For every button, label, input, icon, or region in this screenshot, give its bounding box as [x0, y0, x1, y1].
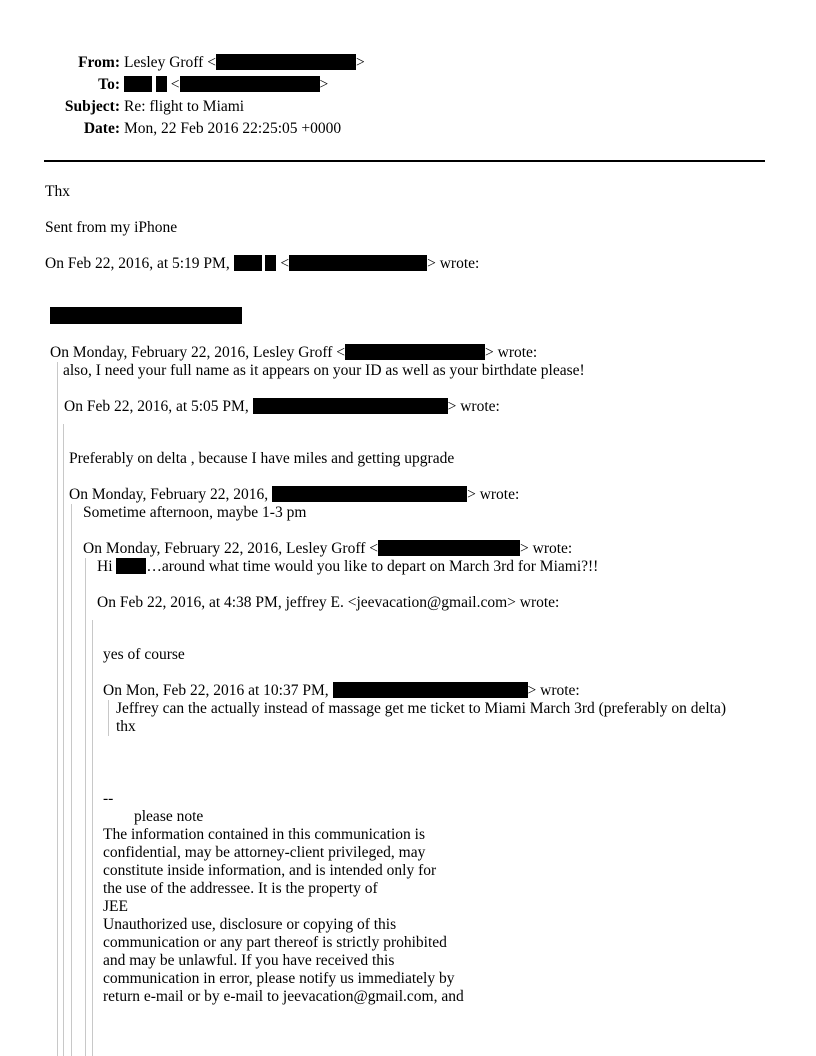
redacted-block: [50, 307, 242, 324]
redaction: [289, 255, 427, 271]
wrote-text: wrote:: [497, 344, 538, 361]
jeffrey-can-text: Jeffrey can the actually instead of massage get me ticket to Miami March 3rd (preferably on delta): [116, 700, 727, 717]
please-note-text: please note: [134, 808, 204, 825]
redaction: [180, 76, 320, 92]
subject-value: Re: flight to Miami: [124, 98, 245, 115]
date-label: Date:: [83, 120, 120, 137]
quote-header-text: On Feb 22, 2016, at 5:05 PM,: [64, 398, 249, 415]
disclaimer-line: constitute inside information, and is intended only for: [103, 862, 437, 879]
redaction: [234, 255, 262, 271]
quote-header-monday: On Monday, February 22, 2016, > wrote:: [69, 486, 520, 503]
quote-header-text: On Monday, February 22, 2016, Lesley Groff: [83, 540, 366, 557]
quote-header-519: On Feb 22, 2016, at 5:19 PM, < > wrote:: [45, 255, 480, 272]
signature-dashes: --: [103, 790, 114, 807]
redaction: [265, 255, 276, 271]
reply-thx: Thx: [45, 183, 70, 200]
sent-from-iphone: Sent from my iPhone: [45, 219, 178, 236]
quote-bar-level-3: [71, 504, 72, 1056]
quote-bar-level-5: [92, 620, 93, 1056]
quote-header-lesley-1: On Monday, February 22, 2016, Lesley Groff < > wrote:: [50, 344, 538, 361]
disclaimer-line: JEE: [103, 898, 128, 915]
disclaimer-line: Unauthorized use, disclosure or copying of this: [103, 916, 397, 933]
quote-header-1037: On Mon, Feb 22, 2016 at 10:37 PM, > wrote:: [103, 682, 580, 699]
wrote-text: wrote:: [460, 398, 500, 415]
wrote-text: wrote:: [439, 255, 480, 272]
header-separator: [44, 160, 765, 162]
disclaimer-line: the use of the addressee. It is the property of: [103, 880, 378, 897]
quote-bar-level-2: [63, 424, 64, 1056]
date-value: Mon, 22 Feb 2016 22:25:05 +0000: [124, 120, 342, 137]
to-value: < >: [124, 76, 328, 94]
from-value: Lesley Groff < >: [124, 54, 365, 71]
quote-header-438: On Feb 22, 2016, at 4:38 PM, jeffrey E. <jeevacation@gmail.com> wrote:: [97, 594, 560, 611]
hi-around-time-text: [97, 558, 598, 576]
quote-header-text: On Monday, February 22, 2016,: [69, 486, 269, 503]
from-name: Lesley Groff: [124, 54, 204, 71]
wrote-text: wrote:: [540, 682, 580, 699]
thx-text: thx: [116, 718, 136, 735]
hi-text: Hi: [97, 558, 113, 575]
disclaimer-line: communication or any part thereof is strictly prohibited: [103, 934, 447, 951]
quote-header-text: On Monday, February 22, 2016, Lesley Groff: [50, 344, 333, 361]
quote-bar-level-1: [57, 362, 58, 1056]
preferably-delta-text: Preferably on delta , because I have miles and getting upgrade: [69, 450, 455, 467]
yes-of-course-text: yes of course: [103, 646, 185, 663]
redaction: [272, 486, 467, 502]
redaction: [378, 540, 520, 556]
redaction: [116, 558, 146, 574]
redaction: [216, 54, 356, 70]
to-label: To:: [98, 76, 120, 93]
quote-header-lesley-2: On Monday, February 22, 2016, Lesley Groff < > wrote:: [83, 540, 573, 557]
sometime-afternoon-text: Sometime afternoon, maybe 1-3 pm: [83, 504, 307, 521]
disclaimer-line: The information contained in this communication is: [103, 826, 425, 843]
subject-label: Subject:: [64, 98, 120, 115]
disclaimer-line: confidential, may be attorney-client privileged, may: [103, 844, 426, 861]
quote-bar-level-4: [85, 558, 86, 1056]
quote-header-text: On Mon, Feb 22, 2016 at 10:37 PM,: [103, 682, 329, 699]
redaction: [345, 344, 485, 360]
redaction: [253, 398, 448, 414]
disclaimer-line: return e-mail or by e-mail to jeevacation@gmail.com, and: [103, 988, 464, 1005]
around-time-text: …around what time would you like to depart on March 3rd for Miami?!!: [146, 558, 599, 575]
disclaimer-line: and may be unlawful. If you have received this: [103, 952, 395, 969]
also-need-text: also, I need your full name as it appears on your ID as well as your birthdate please!: [63, 362, 585, 379]
wrote-text: wrote:: [479, 486, 520, 503]
quote-header-505: On Feb 22, 2016, at 5:05 PM, > wrote:: [64, 398, 500, 415]
wrote-text: wrote:: [532, 540, 573, 557]
quote-header-text: On Feb 22, 2016, at 5:19 PM,: [45, 255, 230, 272]
disclaimer-line: communication in error, please notify us immediately by: [103, 970, 455, 987]
redaction: [333, 682, 528, 698]
from-label: From:: [78, 54, 120, 71]
disclaimer-block: [103, 826, 464, 1006]
redaction: [124, 76, 152, 92]
quote-bar-level-6: [108, 700, 109, 736]
redaction: [156, 76, 167, 92]
